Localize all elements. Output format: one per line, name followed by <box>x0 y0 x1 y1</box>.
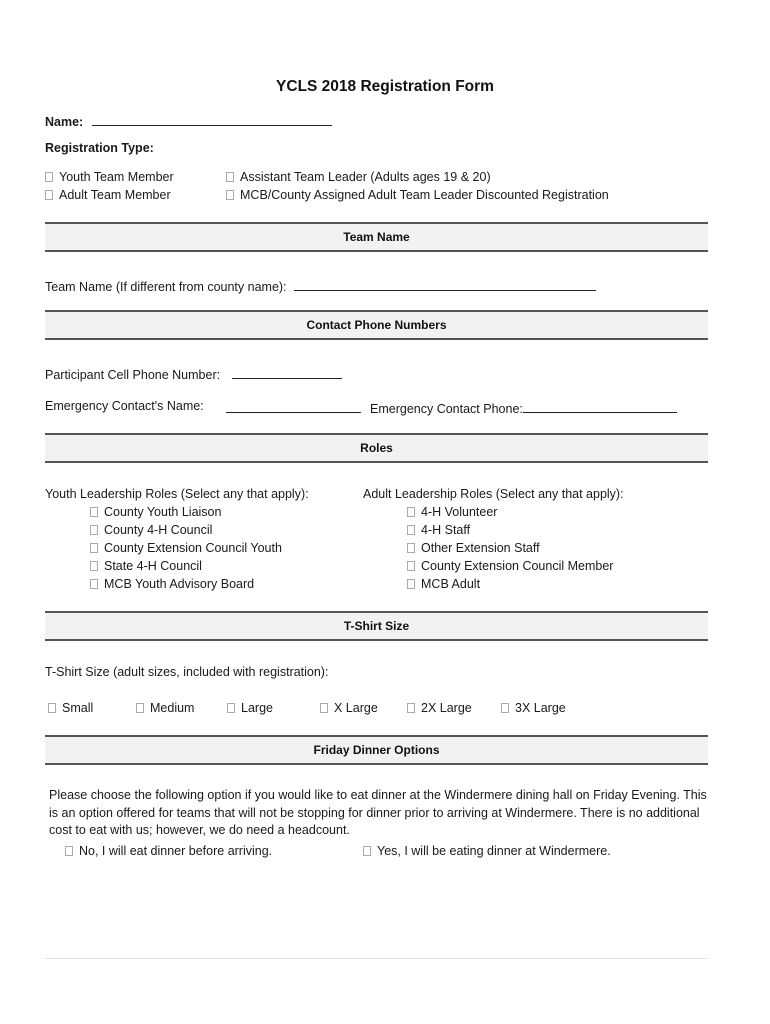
checkbox-icon[interactable] <box>90 579 98 589</box>
tshirt-label: T-Shirt Size (adult sizes, included with registration): <box>45 665 329 679</box>
checkbox-icon[interactable] <box>407 703 415 713</box>
emergency-phone-label: Emergency Contact Phone: <box>370 402 523 416</box>
checkbox-icon[interactable] <box>407 525 415 535</box>
reg-option-mcb-adult-team-leader[interactable]: MCB/County Assigned Adult Team Leader Discounted Registration <box>226 188 609 202</box>
adult-role-other-extension-staff[interactable]: Other Extension Staff <box>407 541 540 555</box>
team-name-label: Team Name (If different from county name): <box>45 280 287 294</box>
youth-roles-label: Youth Leadership Roles (Select any that apply): <box>45 487 309 501</box>
section-header-dinner: Friday Dinner Options <box>45 735 708 765</box>
checkbox-icon[interactable] <box>90 525 98 535</box>
section-header-contact: Contact Phone Numbers <box>45 310 708 340</box>
participant-phone-label: Participant Cell Phone Number: <box>45 368 221 382</box>
participant-phone-row <box>45 365 342 382</box>
tshirt-option-2x-large[interactable]: 2X Large <box>407 701 472 715</box>
checkbox-icon[interactable] <box>90 507 98 517</box>
name-label: Name: <box>45 115 84 129</box>
form-title: YCLS 2018 Registration Form <box>276 78 494 95</box>
dinner-option-yes[interactable]: Yes, I will be eating dinner at Windermere. <box>363 844 611 858</box>
adult-role-mcb-adult[interactable]: MCB Adult <box>407 577 480 591</box>
section-header-tshirt: T-Shirt Size <box>45 611 708 641</box>
checkbox-icon[interactable] <box>320 703 328 713</box>
checkbox-icon[interactable] <box>136 703 144 713</box>
checkbox-icon[interactable] <box>226 172 234 182</box>
name-row <box>45 112 332 129</box>
adult-role-4h-volunteer[interactable]: 4-H Volunteer <box>407 505 497 519</box>
checkbox-icon[interactable] <box>45 190 53 200</box>
tshirt-option-small[interactable]: Small <box>48 701 93 715</box>
emergency-name-label: Emergency Contact's Name: <box>45 399 204 413</box>
adult-role-county-extension-council-member[interactable]: County Extension Council Member <box>407 559 613 573</box>
section-header-team-name: Team Name <box>45 222 708 252</box>
checkbox-icon[interactable] <box>501 703 509 713</box>
checkbox-icon[interactable] <box>90 561 98 571</box>
checkbox-icon[interactable] <box>407 507 415 517</box>
checkbox-icon[interactable] <box>407 579 415 589</box>
adult-roles-label: Adult Leadership Roles (Select any that apply): <box>363 487 624 501</box>
emergency-phone-field[interactable] <box>523 399 677 413</box>
tshirt-option-x-large[interactable]: X Large <box>320 701 378 715</box>
checkbox-icon[interactable] <box>363 846 371 856</box>
tshirt-option-large[interactable]: Large <box>227 701 273 715</box>
adult-role-4h-staff[interactable]: 4-H Staff <box>407 523 470 537</box>
checkbox-icon[interactable] <box>227 703 235 713</box>
checkbox-icon[interactable] <box>48 703 56 713</box>
emergency-name-field-wrap <box>226 399 361 416</box>
checkbox-icon[interactable] <box>407 561 415 571</box>
checkbox-icon[interactable] <box>90 543 98 553</box>
youth-role-mcb-youth-advisory-board[interactable]: MCB Youth Advisory Board <box>90 577 254 591</box>
tshirt-option-medium[interactable]: Medium <box>136 701 194 715</box>
youth-role-county-extension-council-youth[interactable]: County Extension Council Youth <box>90 541 282 555</box>
emergency-phone-row <box>370 399 677 416</box>
dinner-description: Please choose the following option if you would like to eat dinner at the Windermere dining hall on Friday Evening. This is an option offered for teams that will not be stopping for dinner prior to arriving at Windermere. There is no additional cost to eat with us; however, we do need a headcount. <box>49 788 707 837</box>
footer-divider <box>45 958 708 959</box>
reg-option-adult-team-member[interactable]: Adult Team Member <box>45 188 171 202</box>
team-name-field[interactable] <box>294 277 596 291</box>
dinner-option-no[interactable]: No, I will eat dinner before arriving. <box>65 844 272 858</box>
registration-type-label: Registration Type: <box>45 141 154 155</box>
youth-role-county-4h-council[interactable]: County 4-H Council <box>90 523 212 537</box>
reg-option-assistant-team-leader[interactable]: Assistant Team Leader (Adults ages 19 & 20) <box>226 170 491 184</box>
participant-phone-field[interactable] <box>232 365 342 379</box>
youth-role-county-youth-liaison[interactable]: County Youth Liaison <box>90 505 221 519</box>
emergency-name-field[interactable] <box>226 399 361 413</box>
checkbox-icon[interactable] <box>65 846 73 856</box>
checkbox-icon[interactable] <box>407 543 415 553</box>
team-name-row <box>45 277 596 294</box>
youth-role-state-4h-council[interactable]: State 4-H Council <box>90 559 202 573</box>
checkbox-icon[interactable] <box>45 172 53 182</box>
checkbox-icon[interactable] <box>226 190 234 200</box>
name-field[interactable] <box>92 112 332 126</box>
tshirt-option-3x-large[interactable]: 3X Large <box>501 701 566 715</box>
section-header-roles: Roles <box>45 433 708 463</box>
reg-option-youth-team-member[interactable]: Youth Team Member <box>45 170 174 184</box>
